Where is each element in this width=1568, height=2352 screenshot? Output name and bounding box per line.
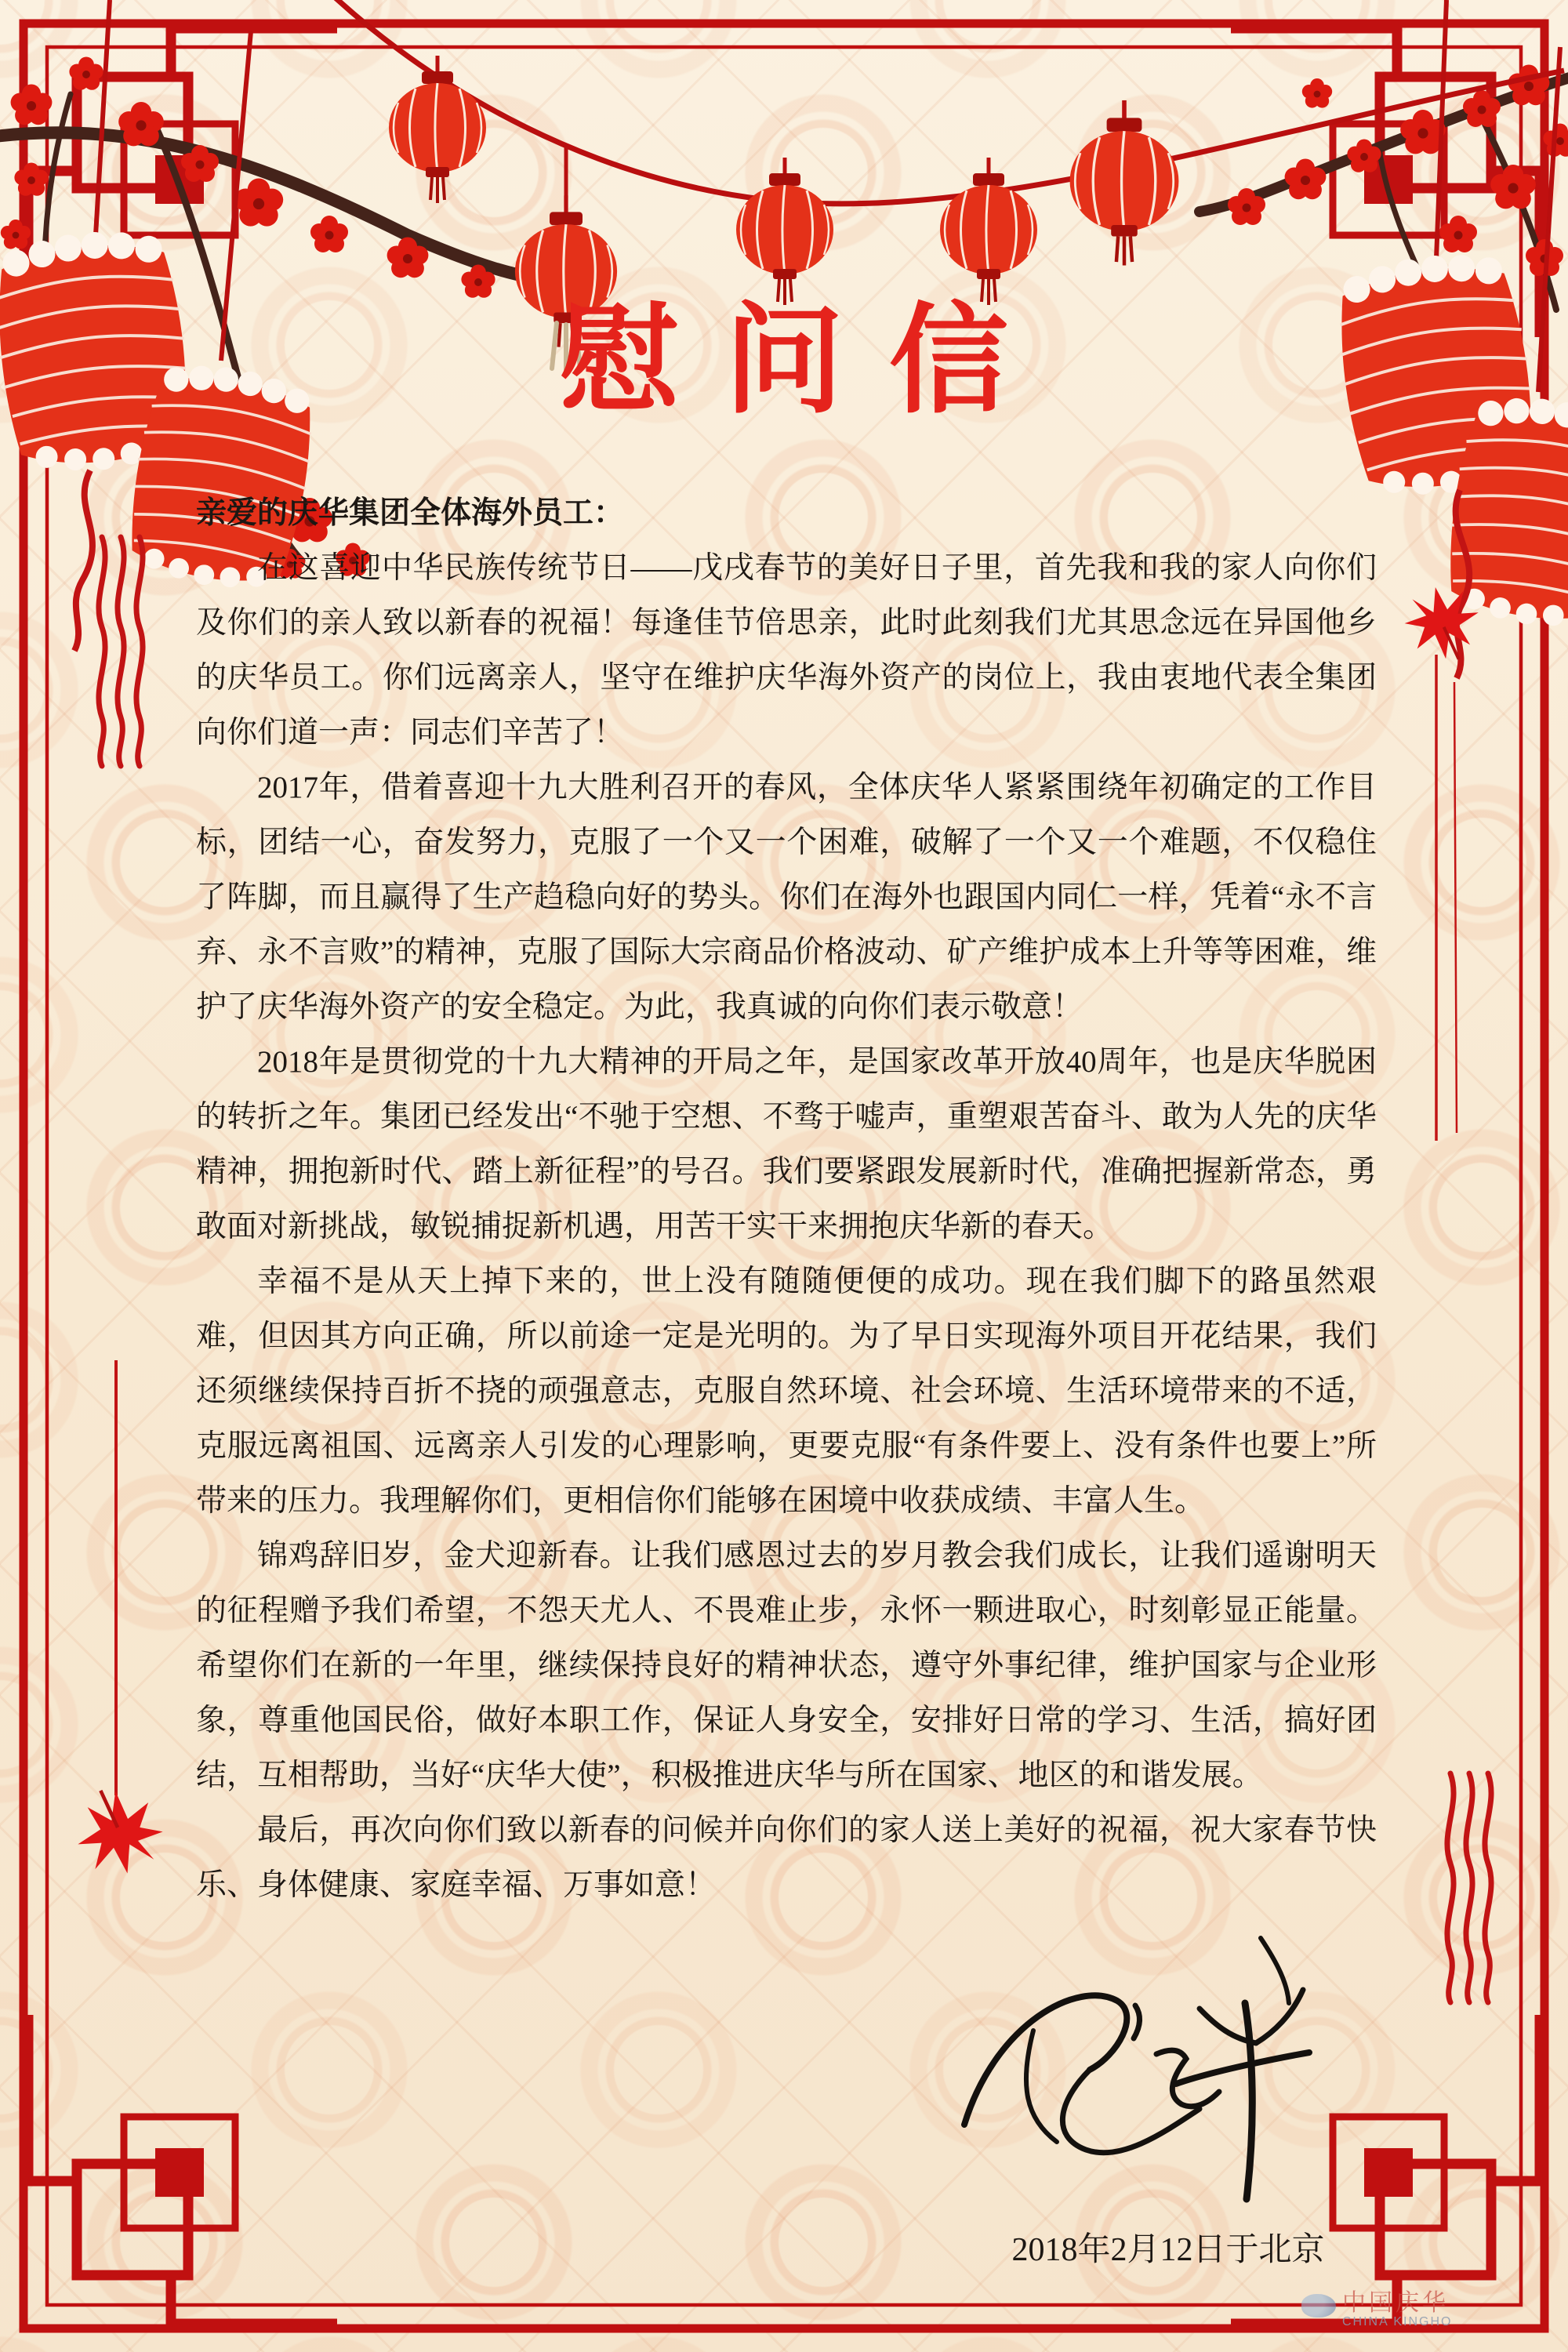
letter-salutation: 亲爱的庆华集团全体海外员工： [196,496,625,530]
letter-body [196,486,1377,1913]
letter-paragraph: 幸福不是从天上掉下来的，世上没有随随便便的成功。现在我们脚下的路虽然艰难，但因其方向正确，所以前途一定是光明的。为了早日实现海外项目开花结果，我们还须继续保持百折不挠的顽强意志，克服自然环境、社会环境、生活环境带来的不适，克服远离祖国、远离亲人引发的心理影响，更要克服“有条件要上、没有条件也要上”所带来的压力。我理解你们，更相信你们能够在困境中收获成绩、丰富人生。 [196,1265,1377,1518]
page-title: 慰问信 [560,296,1054,427]
kingho-logo-icon [1301,2294,1336,2318]
letter-paragraph: 锦鸡辞旧岁，金犬迎新春。让我们感恩过去的岁月教会我们成长，让我们遥谢明天的征程赠予我们希望，不怨天尤人、不畏难止步，永怀一颗进取心，时刻彰显正能量。希望你们在新的一年里，继续保持良好的精神状态，遵守外事纪律，维护国家与企业形象，尊重他国民俗，做好本职工作，保证人身安全，安排好日常的学习、生活，搞好团结，互相帮助，当好“庆华大使”，积极推进庆华与所在国家、地区的和谐发展。 [196,1539,1377,1792]
letter-paragraph: 最后，再次向你们致以新春的问候并向你们的家人送上美好的祝福，祝大家春节快乐、身体健康、家庭幸福、万事如意！ [196,1813,1377,1902]
brand-watermark [1342,2291,1546,2328]
letter-paragraph: 2017年，借着喜迎十九大胜利召开的春风，全体庆华人紧紧围绕年初确定的工作目标，团结一心，奋发努力，克服了一个又一个困难，破解了一个又一个难题，不仅稳住了阵脚，而且赢得了生产趋稳向好的势头。你们在海外也跟国内同仁一样，凭着“永不言弃、永不言败”的精神，克服了国际大宗商品价格波动、矿产维护成本上升等等困难，维护了庆华海外资产的安全稳定。为此，我真诚的向你们表示敬意！ [196,771,1377,1024]
letter-paragraph: 2018年是贯彻党的十九大精神的开局之年，是国家改革开放40周年，也是庆华脱困的转折之年。集团已经发出“不驰于空想、不骛于嘘声，重塑艰苦奋斗、敢为人先的庆华精神，拥抱新时代、踏上新征程”的号召。我们要紧跟发展新时代，准确把握新常态，勇敢面对新挑战，敏锐捕捉新机遇，用苦干实干来拥抱庆华新的春天。 [196,1045,1377,1243]
letter-date: 2018年2月12日于北京 [1011,2232,1325,2268]
watermark-english: CHINA KINGHO [1342,2314,1453,2328]
signature-mark [941,1921,1380,2234]
letter-paragraph: 在这喜迎中华民族传统节日——戊戌春节的美好日子里，首先我和我的家人向你们及你们的亲人致以新春的祝福！每逢佳节倍思亲，此时此刻我们尤其思念远在异国他乡的庆华员工。你们远离亲人，坚守在维护庆华海外资产的岗位上，我由衷地代表全集团向你们道一声：同志们辛苦了！ [196,551,1377,750]
watermark-chinese: 中国庆华 [1342,2290,1449,2316]
